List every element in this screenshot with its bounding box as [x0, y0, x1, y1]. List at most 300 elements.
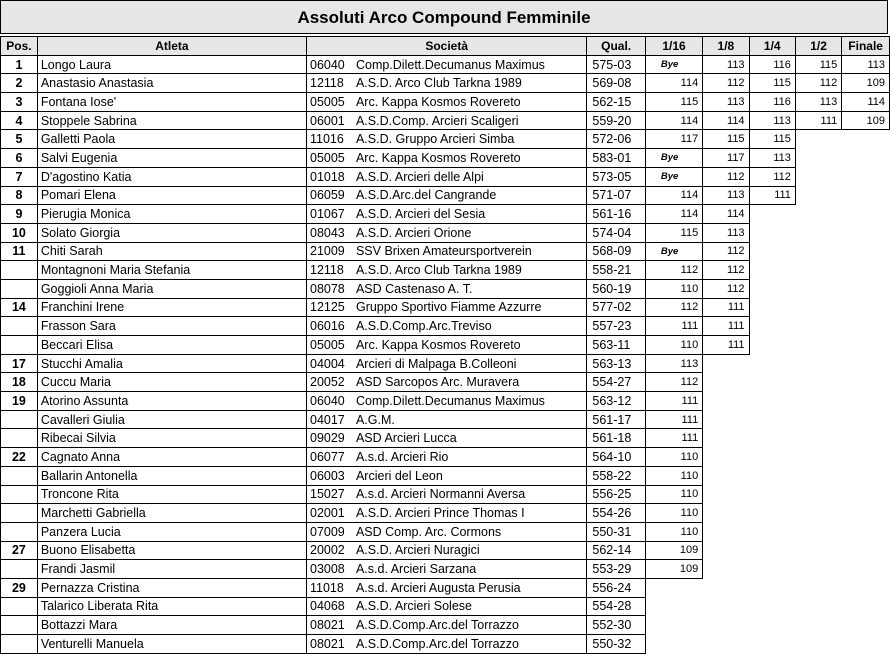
cell-society: Arcieri del Leon: [354, 466, 587, 485]
table-row: [1, 448, 890, 467]
cell-qual: 573-05: [587, 167, 645, 186]
cell-empty: [795, 317, 841, 336]
cell-r16: Bye: [645, 149, 702, 168]
cell-r2: 115: [795, 55, 841, 74]
cell-empty: [795, 541, 841, 560]
cell-empty: [645, 635, 702, 654]
cell-r8: 117: [703, 149, 749, 168]
cell-pos: 18: [1, 373, 38, 392]
cell-athlete: Venturelli Manuela: [37, 635, 306, 654]
cell-empty: [842, 429, 890, 448]
cell-empty: [795, 392, 841, 411]
cell-society-code: 06003: [307, 466, 354, 485]
cell-pos: [1, 616, 38, 635]
cell-society-code: 06040: [307, 392, 354, 411]
cell-empty: [749, 392, 795, 411]
cell-empty: [842, 298, 890, 317]
cell-society-code: 05005: [307, 336, 354, 355]
header-r2: 1/2: [795, 37, 841, 56]
cell-empty: [795, 242, 841, 261]
cell-athlete: Atorino Assunta: [37, 392, 306, 411]
cell-r16: 110: [645, 336, 702, 355]
cell-r16: 111: [645, 392, 702, 411]
cell-society: A.S.D.Comp.Arc.Treviso: [354, 317, 587, 336]
cell-society: A.S.D. Arcieri del Sesia: [354, 205, 587, 224]
cell-qual: 556-25: [587, 485, 645, 504]
cell-qual: 552-30: [587, 616, 645, 635]
header-r8: 1/8: [703, 37, 749, 56]
cell-r16: 117: [645, 130, 702, 149]
cell-r8: 111: [703, 317, 749, 336]
cell-society: A.S.D. Arcieri Prince Thomas I: [354, 504, 587, 523]
cell-empty: [842, 578, 890, 597]
cell-r8: 111: [703, 298, 749, 317]
cell-athlete: Ballarin Antonella: [37, 466, 306, 485]
cell-society-code: 06059: [307, 186, 354, 205]
cell-r16: 110: [645, 504, 702, 523]
table-row: [1, 429, 890, 448]
cell-athlete: Galletti Paola: [37, 130, 306, 149]
cell-empty: [795, 149, 841, 168]
cell-society-code: 08078: [307, 279, 354, 298]
table-row: [1, 111, 890, 130]
cell-empty: [703, 354, 749, 373]
cell-r16: 114: [645, 186, 702, 205]
cell-athlete: Bottazzi Mara: [37, 616, 306, 635]
cell-r16: Bye: [645, 242, 702, 261]
table-row: [1, 298, 890, 317]
header-pos: Pos.: [1, 37, 38, 56]
cell-empty: [795, 298, 841, 317]
cell-empty: [795, 410, 841, 429]
cell-society-code: 03008: [307, 560, 354, 579]
cell-final: 109: [842, 74, 890, 93]
header-row: [1, 37, 890, 56]
cell-pos: 8: [1, 186, 38, 205]
table-row: [1, 635, 890, 654]
cell-empty: [645, 578, 702, 597]
cell-pos: [1, 336, 38, 355]
cell-society: A.s.d. Arcieri Augusta Perusia: [354, 578, 587, 597]
cell-pos: [1, 560, 38, 579]
cell-empty: [703, 448, 749, 467]
cell-athlete: Montagnoni Maria Stefania: [37, 261, 306, 280]
cell-society: A.S.D.Comp. Arcieri Scaligeri: [354, 111, 587, 130]
cell-society: Arc. Kappa Kosmos Rovereto: [354, 149, 587, 168]
cell-society-code: 11018: [307, 578, 354, 597]
cell-empty: [842, 130, 890, 149]
cell-society-code: 06001: [307, 111, 354, 130]
cell-qual: 554-28: [587, 597, 645, 616]
cell-society: A.s.d. Arcieri Rio: [354, 448, 587, 467]
cell-society: Arcieri di Malpaga B.Colleoni: [354, 354, 587, 373]
cell-r16: 114: [645, 74, 702, 93]
cell-society: A.S.D. Gruppo Arcieri Simba: [354, 130, 587, 149]
cell-society-code: 12118: [307, 74, 354, 93]
cell-r4: 116: [749, 55, 795, 74]
cell-empty: [795, 597, 841, 616]
cell-society-code: 06077: [307, 448, 354, 467]
cell-qual: 575-03: [587, 55, 645, 74]
cell-athlete: Marchetti Gabriella: [37, 504, 306, 523]
cell-athlete: Talarico Liberata Rita: [37, 597, 306, 616]
cell-empty: [795, 635, 841, 654]
cell-qual: 559-20: [587, 111, 645, 130]
cell-society-code: 12125: [307, 298, 354, 317]
cell-empty: [795, 616, 841, 635]
cell-r8: 112: [703, 74, 749, 93]
header-qual: Qual.: [587, 37, 645, 56]
cell-empty: [749, 504, 795, 523]
cell-empty: [749, 205, 795, 224]
cell-athlete: Franchini Irene: [37, 298, 306, 317]
cell-empty: [795, 373, 841, 392]
table-row: [1, 242, 890, 261]
cell-society-code: 04017: [307, 410, 354, 429]
cell-empty: [749, 279, 795, 298]
cell-r16: Bye: [645, 55, 702, 74]
cell-athlete: Buono Elisabetta: [37, 541, 306, 560]
cell-qual: 557-23: [587, 317, 645, 336]
cell-empty: [842, 373, 890, 392]
cell-empty: [749, 429, 795, 448]
cell-r16: 109: [645, 541, 702, 560]
cell-empty: [703, 597, 749, 616]
cell-empty: [842, 522, 890, 541]
cell-r2: 111: [795, 111, 841, 130]
cell-athlete: Cavalleri Giulia: [37, 410, 306, 429]
cell-qual: 568-09: [587, 242, 645, 261]
cell-empty: [795, 560, 841, 579]
cell-athlete: Stoppele Sabrina: [37, 111, 306, 130]
cell-empty: [795, 354, 841, 373]
cell-society-code: 05005: [307, 93, 354, 112]
cell-empty: [703, 541, 749, 560]
cell-r4: 116: [749, 93, 795, 112]
cell-r16: 112: [645, 373, 702, 392]
cell-qual: 556-24: [587, 578, 645, 597]
cell-empty: [795, 167, 841, 186]
cell-empty: [749, 261, 795, 280]
cell-empty: [749, 578, 795, 597]
cell-r8: 113: [703, 55, 749, 74]
cell-empty: [749, 597, 795, 616]
cell-society-code: 07009: [307, 522, 354, 541]
cell-society: Comp.Dilett.Decumanus Maximus: [354, 55, 587, 74]
cell-pos: 1: [1, 55, 38, 74]
results-table: [0, 36, 890, 654]
header-society: Società: [307, 37, 587, 56]
cell-society: A.s.d. Arcieri Sarzana: [354, 560, 587, 579]
cell-empty: [842, 149, 890, 168]
cell-empty: [749, 466, 795, 485]
table-row: [1, 130, 890, 149]
cell-athlete: Anastasio Anastasia: [37, 74, 306, 93]
cell-empty: [842, 504, 890, 523]
cell-qual: 554-27: [587, 373, 645, 392]
table-row: [1, 578, 890, 597]
cell-empty: [795, 578, 841, 597]
cell-society-code: 21009: [307, 242, 354, 261]
cell-pos: [1, 504, 38, 523]
cell-qual: 561-16: [587, 205, 645, 224]
cell-pos: 29: [1, 578, 38, 597]
table-row: [1, 373, 890, 392]
cell-r16: 115: [645, 223, 702, 242]
cell-empty: [842, 597, 890, 616]
cell-athlete: Cuccu Maria: [37, 373, 306, 392]
cell-athlete: Solato Giorgia: [37, 223, 306, 242]
cell-empty: [703, 522, 749, 541]
cell-society: A.S.D. Arcieri delle Alpi: [354, 167, 587, 186]
cell-pos: 4: [1, 111, 38, 130]
cell-pos: 27: [1, 541, 38, 560]
cell-empty: [795, 130, 841, 149]
cell-empty: [703, 578, 749, 597]
table-row: [1, 410, 890, 429]
cell-society-code: 01018: [307, 167, 354, 186]
cell-empty: [703, 504, 749, 523]
cell-empty: [645, 597, 702, 616]
cell-empty: [795, 186, 841, 205]
cell-society-code: 06016: [307, 317, 354, 336]
cell-empty: [842, 354, 890, 373]
table-row: [1, 392, 890, 411]
cell-qual: 574-04: [587, 223, 645, 242]
cell-qual: 577-02: [587, 298, 645, 317]
cell-society-code: 08021: [307, 616, 354, 635]
cell-society: Comp.Dilett.Decumanus Maximus: [354, 392, 587, 411]
cell-society: A.S.D. Arcieri Orione: [354, 223, 587, 242]
cell-qual: 558-22: [587, 466, 645, 485]
cell-empty: [749, 522, 795, 541]
cell-society-code: 11016: [307, 130, 354, 149]
table-row: [1, 541, 890, 560]
cell-r16: 112: [645, 298, 702, 317]
cell-r8: 111: [703, 336, 749, 355]
cell-r8: 114: [703, 205, 749, 224]
cell-empty: [842, 242, 890, 261]
cell-empty: [842, 410, 890, 429]
cell-pos: 14: [1, 298, 38, 317]
cell-qual: 550-31: [587, 522, 645, 541]
cell-final: 109: [842, 111, 890, 130]
header-r16: 1/16: [645, 37, 702, 56]
table-row: [1, 279, 890, 298]
cell-pos: 5: [1, 130, 38, 149]
cell-qual: 560-19: [587, 279, 645, 298]
cell-empty: [842, 466, 890, 485]
cell-empty: [795, 485, 841, 504]
cell-pos: 22: [1, 448, 38, 467]
cell-pos: 9: [1, 205, 38, 224]
cell-society: Arc. Kappa Kosmos Rovereto: [354, 93, 587, 112]
table-row: [1, 354, 890, 373]
header-athlete: Atleta: [37, 37, 306, 56]
table-row: [1, 560, 890, 579]
cell-athlete: Cagnato Anna: [37, 448, 306, 467]
cell-qual: 562-14: [587, 541, 645, 560]
cell-qual: 561-17: [587, 410, 645, 429]
cell-empty: [842, 186, 890, 205]
cell-society-code: 12118: [307, 261, 354, 280]
cell-r4: 113: [749, 111, 795, 130]
cell-society-code: 05005: [307, 149, 354, 168]
cell-society-code: 20052: [307, 373, 354, 392]
cell-empty: [749, 373, 795, 392]
cell-qual: 563-12: [587, 392, 645, 411]
cell-empty: [842, 541, 890, 560]
table-row: [1, 597, 890, 616]
cell-qual: 563-11: [587, 336, 645, 355]
cell-society: A.S.D.Comp.Arc.del Torrazzo: [354, 616, 587, 635]
cell-r4: 115: [749, 130, 795, 149]
cell-empty: [842, 205, 890, 224]
cell-society: ASD Sarcopos Arc. Muravera: [354, 373, 587, 392]
cell-empty: [749, 616, 795, 635]
cell-society: Gruppo Sportivo Fiamme Azzurre: [354, 298, 587, 317]
cell-pos: 6: [1, 149, 38, 168]
cell-empty: [703, 560, 749, 579]
cell-society-code: 08043: [307, 223, 354, 242]
cell-empty: [795, 466, 841, 485]
cell-empty: [703, 635, 749, 654]
header-final: Finale: [842, 37, 890, 56]
cell-society: ASD Arcieri Lucca: [354, 429, 587, 448]
cell-r16: 110: [645, 448, 702, 467]
cell-society: A.S.D.Arc.del Cangrande: [354, 186, 587, 205]
cell-final: 114: [842, 93, 890, 112]
cell-athlete: Chiti Sarah: [37, 242, 306, 261]
cell-society-code: 02001: [307, 504, 354, 523]
cell-empty: [703, 616, 749, 635]
cell-society: Arc. Kappa Kosmos Rovereto: [354, 336, 587, 355]
cell-r16: 113: [645, 354, 702, 373]
header-r4: 1/4: [749, 37, 795, 56]
cell-pos: [1, 317, 38, 336]
table-row: [1, 223, 890, 242]
cell-society: A.s.d. Arcieri Normanni Aversa: [354, 485, 587, 504]
cell-athlete: D'agostino Katia: [37, 167, 306, 186]
table-row: [1, 167, 890, 186]
table-row: [1, 261, 890, 280]
cell-r16: Bye: [645, 167, 702, 186]
cell-athlete: Pernazza Cristina: [37, 578, 306, 597]
cell-qual: 562-15: [587, 93, 645, 112]
cell-athlete: Frandi Jasmil: [37, 560, 306, 579]
cell-society-code: 20002: [307, 541, 354, 560]
cell-final: 113: [842, 55, 890, 74]
cell-empty: [842, 448, 890, 467]
cell-athlete: Frasson Sara: [37, 317, 306, 336]
cell-empty: [703, 392, 749, 411]
cell-society: SSV Brixen Amateursportverein: [354, 242, 587, 261]
table-row: [1, 55, 890, 74]
table-row: [1, 149, 890, 168]
cell-r2: 113: [795, 93, 841, 112]
cell-empty: [749, 354, 795, 373]
cell-empty: [842, 635, 890, 654]
cell-athlete: Fontana Iose': [37, 93, 306, 112]
cell-pos: 11: [1, 242, 38, 261]
cell-qual: 558-21: [587, 261, 645, 280]
cell-qual: 569-08: [587, 74, 645, 93]
cell-r16: 110: [645, 466, 702, 485]
cell-empty: [703, 485, 749, 504]
cell-pos: 2: [1, 74, 38, 93]
cell-qual: 554-26: [587, 504, 645, 523]
cell-qual: 561-18: [587, 429, 645, 448]
cell-pos: [1, 279, 38, 298]
cell-r8: 112: [703, 279, 749, 298]
cell-pos: [1, 261, 38, 280]
cell-empty: [842, 223, 890, 242]
cell-empty: [749, 242, 795, 261]
cell-r16: 109: [645, 560, 702, 579]
cell-pos: [1, 485, 38, 504]
cell-r8: 112: [703, 242, 749, 261]
cell-r16: 115: [645, 93, 702, 112]
cell-r16: 114: [645, 111, 702, 130]
cell-r16: 111: [645, 410, 702, 429]
cell-qual: 564-10: [587, 448, 645, 467]
cell-empty: [842, 279, 890, 298]
cell-empty: [795, 279, 841, 298]
cell-r16: 110: [645, 522, 702, 541]
cell-empty: [749, 541, 795, 560]
cell-empty: [795, 223, 841, 242]
cell-qual: 571-07: [587, 186, 645, 205]
table-row: [1, 93, 890, 112]
cell-athlete: Stucchi Amalia: [37, 354, 306, 373]
cell-r4: 111: [749, 186, 795, 205]
cell-qual: 553-29: [587, 560, 645, 579]
cell-athlete: Pomari Elena: [37, 186, 306, 205]
cell-empty: [795, 522, 841, 541]
cell-athlete: Salvi Eugenia: [37, 149, 306, 168]
cell-society-code: 01067: [307, 205, 354, 224]
cell-pos: 3: [1, 93, 38, 112]
cell-society-code: 04068: [307, 597, 354, 616]
cell-r8: 113: [703, 93, 749, 112]
cell-r8: 112: [703, 167, 749, 186]
cell-r8: 115: [703, 130, 749, 149]
cell-r16: 110: [645, 279, 702, 298]
cell-empty: [703, 410, 749, 429]
cell-empty: [703, 373, 749, 392]
cell-r16: 111: [645, 317, 702, 336]
cell-empty: [749, 298, 795, 317]
table-row: [1, 317, 890, 336]
cell-r16: 110: [645, 485, 702, 504]
cell-r8: 113: [703, 186, 749, 205]
table-row: [1, 336, 890, 355]
table-row: [1, 74, 890, 93]
cell-society: A.G.M.: [354, 410, 587, 429]
table-row: [1, 466, 890, 485]
cell-society-code: 15027: [307, 485, 354, 504]
cell-empty: [749, 336, 795, 355]
cell-r4: 115: [749, 74, 795, 93]
cell-r4: 112: [749, 167, 795, 186]
cell-empty: [749, 317, 795, 336]
cell-empty: [795, 448, 841, 467]
cell-r4: 113: [749, 149, 795, 168]
table-row: [1, 205, 890, 224]
cell-athlete: Ribecai Silvia: [37, 429, 306, 448]
cell-society-code: 04004: [307, 354, 354, 373]
cell-athlete: Troncone Rita: [37, 485, 306, 504]
